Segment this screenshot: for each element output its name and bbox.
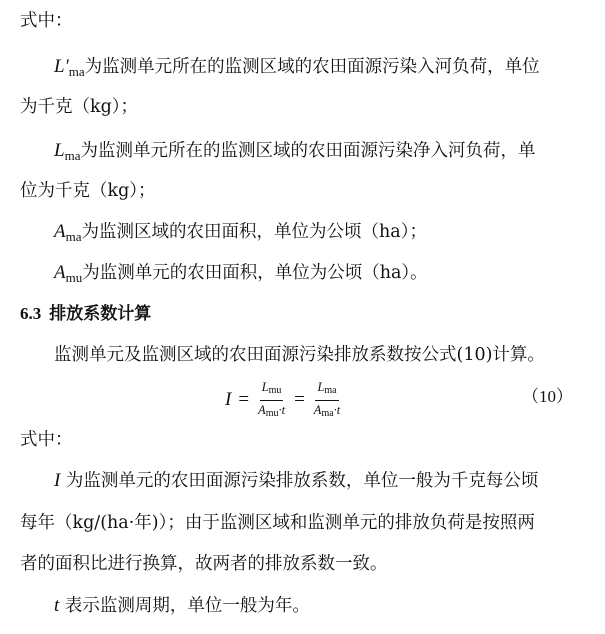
where-label: 式中： — [20, 11, 73, 31]
subscript-ma: ma — [65, 229, 82, 244]
definition-t — [54, 594, 310, 618]
definition-text: 为监测单元所在的监测区域的农田面源污染净入河负荷，单 — [80, 141, 536, 161]
fraction-numerator: Lma — [315, 380, 338, 401]
section-number: 6.3 — [20, 304, 42, 323]
definition-text: 为监测单元的农田面源污染排放系数，单位一般为千克每公顷 — [65, 471, 539, 491]
definition-continuation: 位为千克（kg）； — [20, 181, 156, 201]
symbol-L-prime: L′ — [54, 56, 69, 77]
definition-I — [54, 469, 538, 493]
definition-text: 为监测单元的农田面积，单位为公顷（ha）。 — [82, 263, 428, 283]
subscript-ma: ma — [68, 64, 85, 79]
definition-continuation: 每年（kg/(ha·年)）；由于监测区域和监测单元的排放负荷是按照两 — [20, 513, 535, 533]
definition-L — [54, 139, 535, 168]
fraction-denominator: Amu·t — [258, 402, 286, 419]
definition-L-prime — [54, 55, 540, 84]
definition-text: 为监测区域的农田面积，单位为公顷（ha）； — [81, 222, 427, 242]
formula-lhs: I — [225, 389, 232, 410]
fraction-numerator: Lmu — [260, 380, 284, 401]
symbol-A: A — [54, 221, 66, 242]
definition-A-ma — [54, 220, 427, 249]
symbol-I: I — [54, 470, 61, 491]
symbol-A: A — [54, 262, 66, 283]
section-title: 排放系数计算 — [49, 304, 152, 324]
definition-A-mu — [54, 261, 428, 290]
definition-text: 为监测单元所在的监测区域的农田面源污染入河负荷，单位 — [84, 57, 540, 77]
equals-sign: = — [238, 389, 250, 410]
symbol-L: L — [54, 140, 65, 161]
fraction-mu — [256, 380, 287, 421]
definition-continuation: 为千克（kg）； — [20, 97, 139, 117]
fraction-denominator: Ama·t — [313, 402, 341, 419]
symbol-t: t — [54, 595, 60, 616]
where-label: 式中： — [20, 430, 73, 450]
equals-sign: = — [294, 389, 305, 410]
fraction-ma — [312, 380, 342, 421]
intro-paragraph: 监测单元及监测区域的农田面源污染排放系数按公式(10)计算。 — [54, 345, 545, 365]
definition-text: 表示监测周期，单位一般为年。 — [64, 596, 310, 616]
subscript-mu: mu — [65, 270, 83, 285]
formula-10 — [225, 378, 342, 422]
subscript-ma: ma — [64, 148, 81, 163]
section-heading — [20, 302, 151, 326]
equation-number: （10） — [522, 387, 573, 406]
definition-continuation: 者的面积比进行换算，故两者的排放系数一致。 — [20, 554, 388, 574]
